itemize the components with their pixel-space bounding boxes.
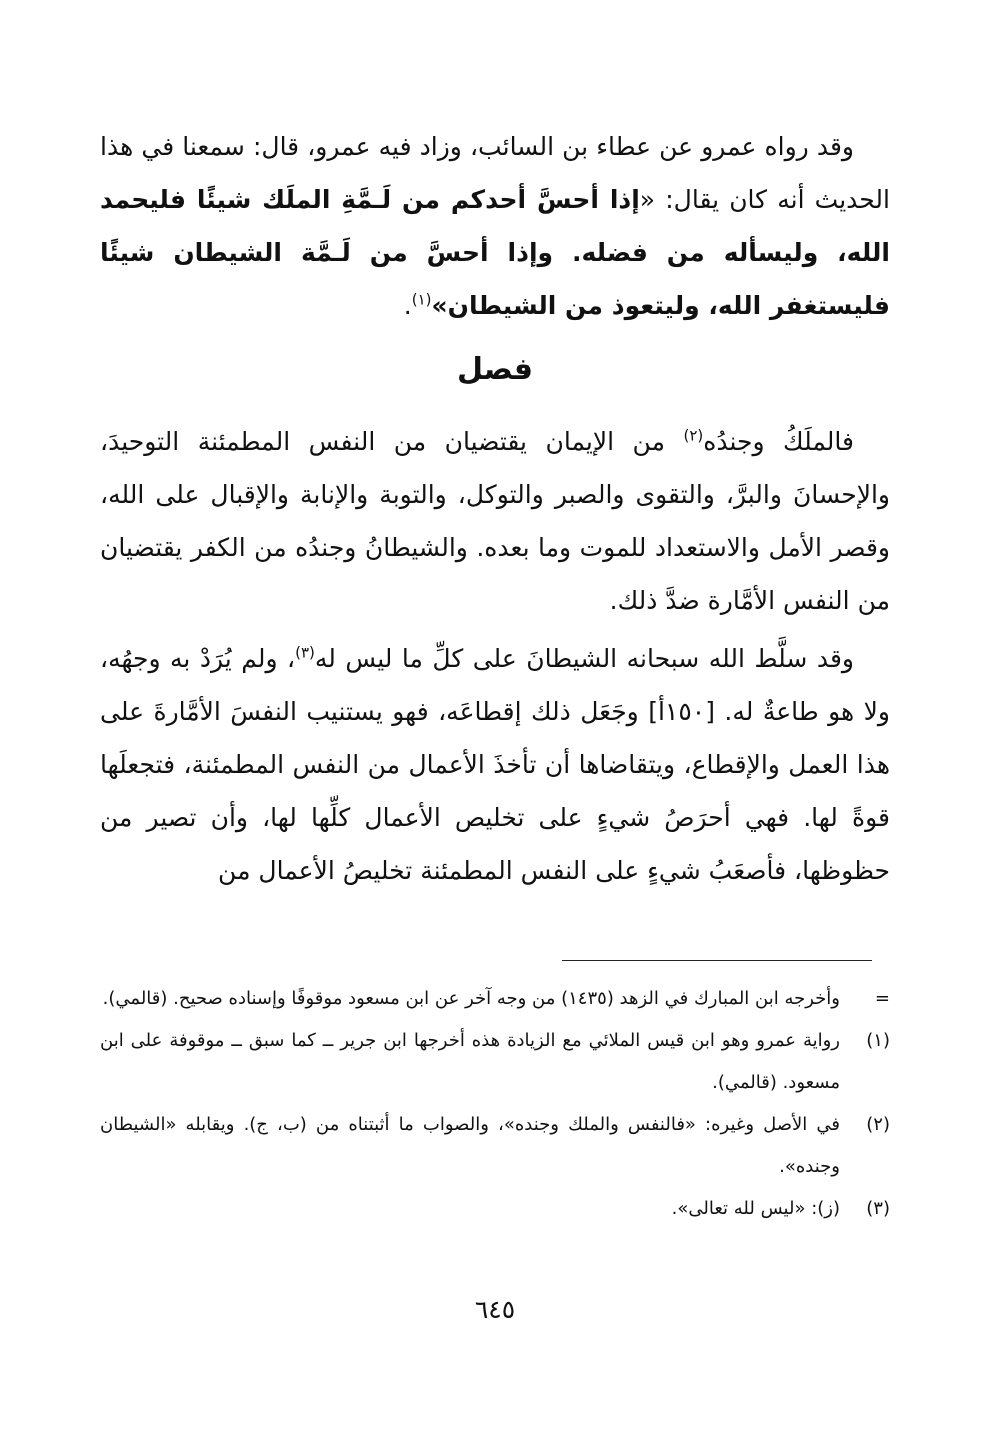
paragraph-3-rest: ، ولم يُرَدْ به وجهُه، ولا هو طاعةٌ له. [١٥٠أ] وجَعَل ذلك إقطاعَه، فهو يستنيب النفسَ الأمَّارةَ على هذا العمل والإقطاع، ويتقاضاها أن تأخذَ الأعمال من النفس المطمئنة، فتجعلَها قوةً لها. فهي أحرَصُ شيءٍ على تخليص الأعمال كلِّها لها، وأن تصير من حظوظها، فأصعَبُ شيءٍ على النفس المطمئنة تخليصُ الأعمال من [100, 644, 890, 885]
paragraph-2 [100, 415, 890, 627]
footnote-text: وأخرجه ابن المبارك في الزهد (١٤٣٥) من وجه آخر عن ابن مسعود موقوفًا وإسناده صحيح. (قالمي). [102, 988, 840, 1009]
paragraph-2-rest: من الإيمان يقتضيان من النفس المطمئنة التوحيدَ، والإحسانَ والبرَّ، والتقوى والصبر والتوكل، والتوبة والإنابة والإقبال على الله، وقصر الأمل والاستعداد للموت وما بعده. والشيطانُ وجندُه من الكفر يقتضيان من النفس الأمَّارة ضدَّ ذلك. [100, 427, 890, 615]
paragraph-1-intro: وقد رواه عمرو عن عطاء بن السائب، وزاد فيه عمرو، قال: سمعنا في هذا الحديث أنه كان يقال: « [100, 132, 890, 214]
paragraph-2-start: فالملَكُ وجندُه [703, 427, 854, 456]
paragraph-3-text [100, 632, 890, 897]
footnote-marker: (٣) [866, 1198, 890, 1219]
footnote-ref-1[interactable]: (١) [411, 290, 432, 309]
footnote-marker: (٢) [866, 1114, 890, 1135]
footnote-text: (ز): «ليس لله تعالى». [671, 1198, 840, 1219]
page-number: ٦٤٥ [474, 1295, 516, 1324]
footnote-ref-2[interactable]: (٢) [683, 426, 704, 445]
footnote-continuation [100, 978, 890, 1020]
footnotes [100, 978, 890, 1230]
paragraph-1-end: . [403, 291, 412, 320]
paragraph-2-text [100, 415, 890, 627]
footnote-marker: = [874, 988, 890, 1009]
footnote-ref-3[interactable]: (٣) [295, 643, 315, 662]
paragraph-1 [100, 120, 890, 332]
paragraph-1-quote-close: » [431, 291, 448, 320]
paragraph-3-start: وقد سلَّط الله سبحانه الشيطانَ على كلِّ ما ليس له [314, 644, 855, 673]
paragraph-1-text [100, 120, 890, 332]
footnote-marker: (١) [866, 1030, 890, 1051]
footnote-3 [100, 1188, 890, 1230]
section-heading: فصل [457, 352, 533, 387]
footnote-2 [100, 1104, 890, 1188]
footnote-divider [562, 960, 872, 961]
footnote-text: في الأصل وغيره: «فالنفس والملك وجنده»، والصواب ما أثبتناه من (ب، ج). ويقابله «الشيطان وجنده». [100, 1114, 840, 1177]
paragraph-1-quote: إذا أحسَّ أحدكم من لَـمَّةِ الملَك شيئًا فليحمد الله، وليسأله من فضله. وإذا أحسَّ من لَـمَّة الشيطان شيئًا فليستغفر الله، وليتعوذ من الشيطان [100, 185, 890, 320]
paragraph-3 [100, 632, 890, 897]
footnote-1 [100, 1020, 890, 1104]
footnote-text: رواية عمرو وهو ابن قيس الملائي مع الزيادة هذه أخرجها ابن جرير ــ كما سبق ــ موقوفة على ابن مسعود. (قالمي). [100, 1030, 840, 1093]
